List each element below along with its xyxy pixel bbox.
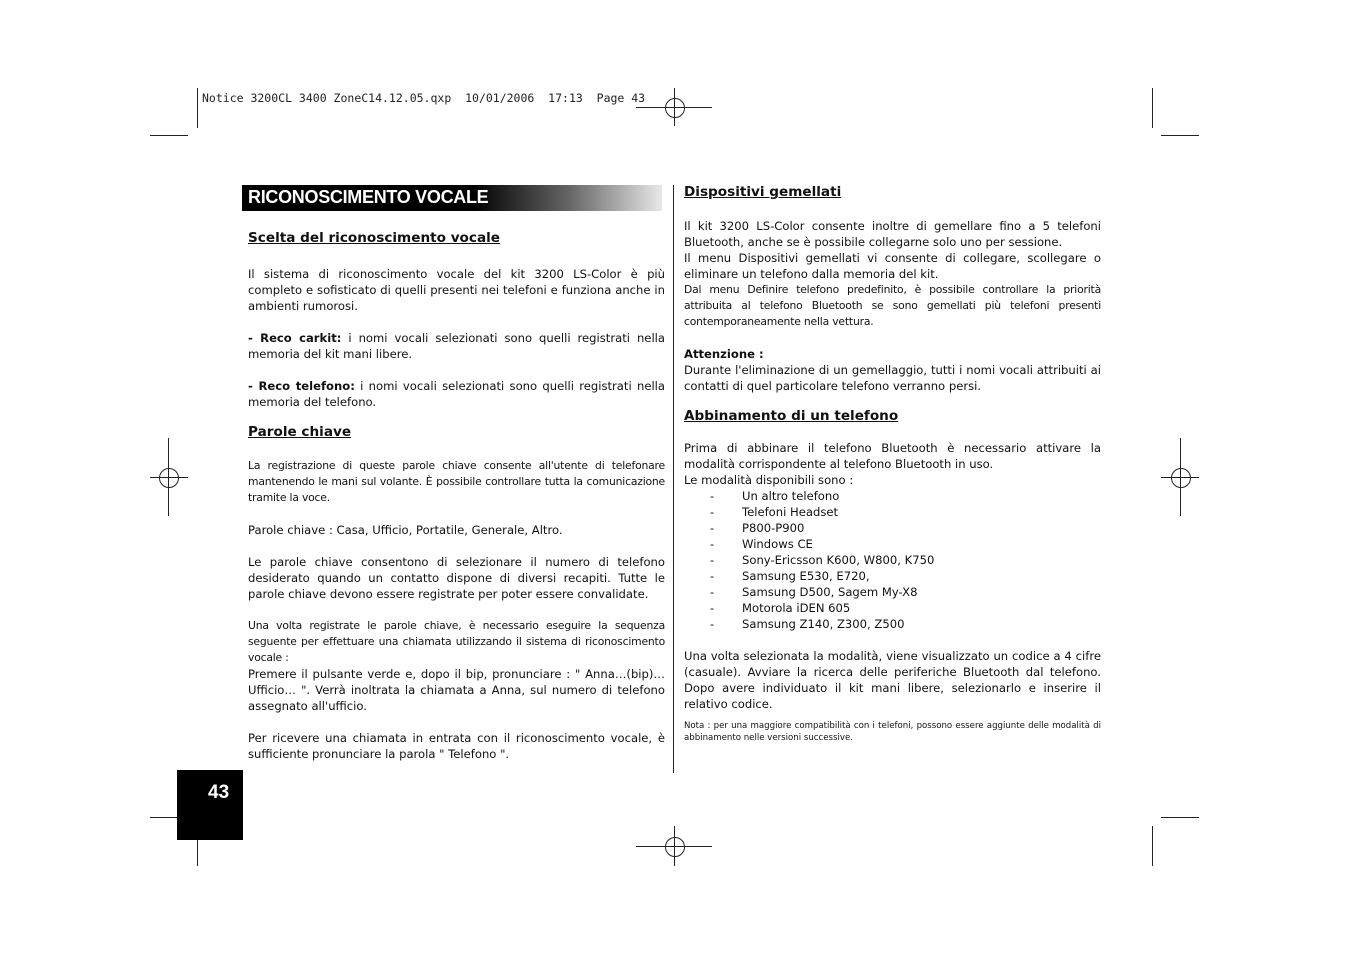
- list-item: - Un altro telefono: [684, 488, 1101, 504]
- heading-abbinamento: Abbinamento di un telefono: [684, 408, 899, 424]
- paragraph-codice: Una volta selezionata la modalità, viene visualizzato un codice a 4 cifre (casuale). Avviare la ricerca delle periferiche Bluetooth dal telefono. Dopo avere individuato il kit mani libere, selezionarlo e inserire il relativo codice.: [684, 649, 1101, 711]
- paragraph-prima: Prima di abbinare il telefono Bluetooth è necessario attivare la modalità corrispondente al telefono Bluetooth in uso.: [684, 441, 1101, 471]
- attention-label: [684, 346, 1101, 362]
- paragraph-intro: Il sistema di riconoscimento vocale del kit 3200 LS-Color è più completo e sofisticato di quelli presenti nei telefoni e funziona anche in ambienti rumorosi.: [248, 267, 665, 313]
- paragraph-definire: Dal menu Definire telefono predefinito, è possibile controllare la priorità attribuita al telefono Bluetooth se sono gemellati più telefoni presenti contemporaneamente nella vettura.: [684, 283, 1101, 328]
- paragraph-nota: Nota : per una maggiore compatibilità con i telefoni, possono essere aggiunte delle modalità di abbinamento nelle versioni successive.: [684, 721, 1101, 743]
- section-banner: [242, 185, 662, 211]
- list-item: - Windows CE: [684, 536, 1101, 552]
- attenzione-label-text: Attenzione :: [684, 347, 764, 361]
- paragraph-reco-telefono: [248, 378, 665, 410]
- list-item: - P800-P900: [684, 520, 1101, 536]
- list-item: - Telefoni Headset: [684, 504, 1101, 520]
- paragraph-premere: Premere il pulsante verde e, dopo il bip, pronunciare : " Anna…(bip)…Ufficio… ". Verrà inoltrata la chiamata a Anna, sul numero di telefono assegnato all'ufficio.: [248, 667, 665, 713]
- page-number-box: [177, 770, 243, 840]
- paragraph-attenzione: Durante l'eliminazione di un gemellaggio, tutti i nomi vocali attribuiti ai contatti di quel particolare telefono verranno persi.: [684, 363, 1101, 393]
- paragraph-gemellare: Il kit 3200 LS-Color consente inoltre di gemellare fino a 5 telefoni Bluetooth, anche se è possibile collegarne solo uno per sessione.: [684, 219, 1101, 249]
- label-reco-carkit: - Reco carkit:: [248, 331, 342, 345]
- list-item: - Samsung Z140, Z300, Z500: [684, 616, 1101, 632]
- banner-title: RICONOSCIMENTO VOCALE: [248, 187, 489, 207]
- list-item: - Sony-Ericsson K600, W800, K750: [684, 552, 1101, 568]
- page-number: 43: [208, 782, 230, 803]
- heading-parole-chiave: Parole chiave: [248, 424, 352, 440]
- paragraph-modalita: Le modalità disponibili sono :: [684, 473, 854, 487]
- heading-scelta: Scelta del riconoscimento vocale: [248, 230, 501, 246]
- text-reco-carkit: i nomi vocali selezionati sono quelli registrati nella memoria del kit mani libere.: [248, 331, 665, 361]
- paragraph-reco-carkit: [248, 330, 665, 362]
- heading-dispositivi: Dispositivi gemellati: [684, 184, 842, 200]
- paragraph-registrazione: La registrazione di queste parole chiave consente all'utente di telefonare mantenendo le mani sul volante. È possibile controllare tutta la comunicazione tramite la voce.: [248, 459, 665, 504]
- text-reco-telefono: i nomi vocali selezionati sono quelli registrati nella memoria del telefono.: [248, 379, 665, 409]
- paragraph-consentono: Le parole chiave consentono di selezionare il numero di telefono desiderato quando un contatto dispone di diversi recapiti. Tutte le parole chiave devono essere registrate per poter essere convalidate.: [248, 555, 665, 601]
- left-column: [248, 230, 665, 762]
- modes-list: [684, 488, 1101, 632]
- list-item: - Samsung D500, Sagem My-X8: [684, 584, 1101, 600]
- paragraph-menu: Il menu Dispositivi gemellati vi consente di collegare, scollegare o eliminare un telefono dalla memoria del kit.: [684, 251, 1101, 281]
- list-item: - Motorola iDEN 605: [684, 600, 1101, 616]
- label-reco-telefono: - Reco telefono:: [248, 379, 355, 393]
- paragraph-lista-parole: Parole chiave : Casa, Ufficio, Portatile, Generale, Altro.: [248, 523, 563, 537]
- print-slug: Notice 3200CL 3400 ZoneC14.12.05.qxp 10/01/2006 17:13 Page 43: [202, 91, 646, 105]
- paragraph-sequenza: Una volta registrate le parole chiave, è necessario eseguire la sequenza seguente per effettuare una chiamata utilizzando il sistema di riconoscimento vocale :: [248, 619, 665, 664]
- right-column: [684, 184, 1101, 744]
- column-divider: [673, 185, 674, 773]
- list-item: - Samsung E530, E720,: [684, 568, 1101, 584]
- paragraph-ricevere: Per ricevere una chiamata in entrata con il riconoscimento vocale, è sufficiente pronunciare la parola " Telefono ".: [248, 731, 665, 761]
